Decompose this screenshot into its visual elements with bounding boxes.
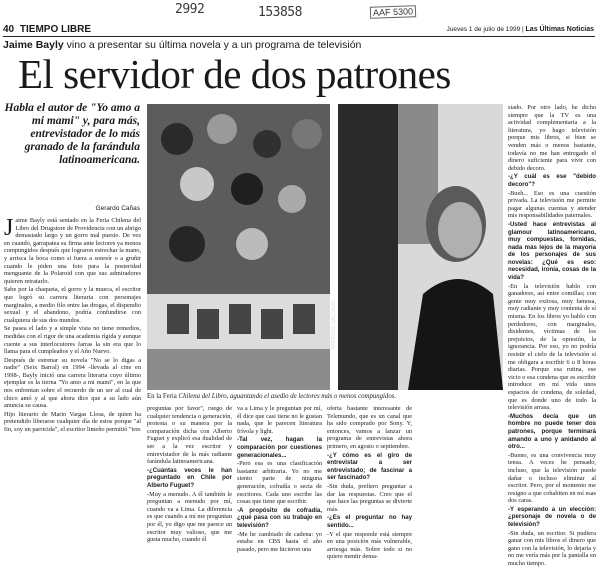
interview-question: -Tal vez, hagan la comparación por cuestiones generacionales...	[237, 436, 322, 459]
interview-question: -A propósito de cofradía, ¿qué pasa con su trabajo en televisión?	[237, 506, 322, 529]
page-header-right: Jueves 1 de julio de 1999 | Las Últimas Noticias	[446, 26, 594, 33]
paragraph: Sabe por la chaqueta, el gorro y la mueca, el escritor que logró su carrera literaria con personajes marginales, a medio filo entre las drogas, el dispendio sexual y el abandono, podría confundirse con cualquiera de sus dos mundos.	[4, 286, 141, 324]
article-kicker	[3, 39, 361, 51]
interview-question: -Muchos decía que un hombre no puede tener dos patrones, porque terminará amando a uno y anidando al otro...	[508, 412, 596, 451]
article-column-3	[237, 405, 322, 553]
paragraph: oferta bastante interesante de Telemundo, que es un canal que ha sido comprado por Sony. Y, entonces, vamos a lanzar un programa de entrevistas ahora primero, en agosto o septiembre.	[327, 405, 412, 450]
photo-author-signing-scene	[147, 104, 330, 390]
article-byline: Gerardo Cañas	[95, 205, 140, 212]
article-deck: Habla el autor de "Yo amo a mi mami" y, para más, entrevistador de lo más granado de la farándula latinoamericana.	[4, 102, 140, 166]
article-column-4	[327, 405, 412, 561]
paragraph: -Bueno, es una convivencia muy tensa. A veces he pensado, incluso, que la televisión puede dañar o incluso eliminar al escritor. Pero, por el momento me resigno a que cohabiten en mí esas dos caras.	[508, 451, 596, 505]
handwritten-note-2: 153858	[258, 5, 302, 20]
kicker-name: Jaime Bayly	[3, 39, 64, 51]
article-column-5	[508, 104, 596, 568]
article-column-1	[4, 217, 141, 553]
interview-question: -¿Y cómo es el giro de entrevistar a ser entrevistado; de fascinar a ser fascinado?	[327, 451, 412, 482]
paragraph: Después de estrenar su novela "No se lo digas a nadie" (Seix Barral) en 1994 -llevada al cine en 1998-, Bayly inició una carrera literaria cuyo último ejemplar es la tierna "Yo amo a mi mami", en la que nos enfrentan sobre el recuerdo de un ser al cual de chico amó y al que ahora dice que a su lado aún anuncia su causa.	[4, 356, 141, 410]
article-column-2	[147, 405, 232, 553]
paragraph: aime Bayly está sentado en la Feria Chilena del Libro del Drugstore de Providencia con un abrigo demasiado largo y un gorro mal puesto. De vez en cuando, garrapatea su firma ante lectores ya menos compungidos después que lograron estrechar la mano, y arrisca la boca como si fuera a sonreír o a gruñir cuando le piden una foto para la posteridad menguante de la Polaroid con que sus admiradores quieren retratarlo.	[4, 217, 141, 285]
paragraph: Hijo literario de Mario Vargas Llosa, de quien ha pretendido liberarse cualquier día de estos porque "al fin, soy un parricida", el escritor limeño permitió "tres	[4, 410, 141, 434]
section-name: TIEMPO LIBRE	[19, 24, 92, 35]
interview-question: -¿Cuántas veces le han preguntado en Chile por Alberto Fuguet?	[147, 466, 232, 489]
interview-question: -Y esperando a un elección: ¿personaje de novela o de televisión?	[508, 505, 596, 529]
paragraph: -Sin duda, un escritor. Si pudiera ganar con mis libros el dinero que gano con la televisión, lo dejaría y no me vería más por la pantalla en mucho tiempo.	[508, 529, 596, 568]
paragraph: -Pero esa es una clasificación bastante arbitraria. Yo no me siento parte de ninguna generación, cofradía o secta de escritores. Cada uno escribe las cosas que tiene que escribir.	[237, 460, 322, 506]
paragraph: preguntas por favor", ruego de cualquier tendencia o generación, protesta o su manera por la comparación dicha con Alberto Fuguet y explicó esa dualidad de ser a la vez escritor y entrevistador de la más radiante farándula latinoamericana.	[147, 405, 232, 466]
article-headline: El servidor de dos patrones	[18, 51, 451, 97]
publication-name: Las Últimas Noticias	[525, 26, 594, 33]
paragraph: -Sin duda, prefiero preguntar a dar las respuestas. Creo que el que hace las preguntas se divierte más.	[327, 482, 412, 513]
interview-question: -¿Es el preguntar no hay sentido...	[327, 514, 412, 529]
paragraph: -Muy a menudo. A él también le preguntan a menudo por mí, cuando va a Lima. La diferencia es que cuando a mí me preguntan por él, yo digo que me parece un escritor muy valioso, que me gusta mucho, cuando él	[147, 490, 232, 544]
handwritten-note-1: 2992	[175, 2, 205, 17]
paragraph: -Bueh... Eso es una cuestión privada. La televisión me permite pagar algunas cuentas y atender mis responsabilidades paternales.	[508, 189, 596, 220]
issue-date: Jueves 1 de julio de 1999	[446, 26, 521, 33]
caption-lead: En la Feria	[147, 393, 177, 400]
kicker-text: vino a presentar su última novela y a un programa de televisión	[66, 39, 362, 51]
caption-text: Chilena del Libro, aguantando el asedio de lectores más o menos compungidos.	[178, 393, 397, 400]
paragraph: -Me he cambiado de cadena: yo estaba en CBS hasta el año pasado, pero me hicieron una	[237, 530, 322, 553]
drop-cap: J	[4, 215, 14, 241]
photo-credit: RODRIGO SALGADO	[331, 300, 337, 350]
interview-question: -¿Y cuál es ese "debido decoro"?	[508, 173, 596, 188]
paragraph: va a Lima y le preguntan por mí, él dice que casi tiene no le gustan nada, que le parecen literatura frívola y light.	[237, 405, 322, 435]
header-rule	[3, 36, 595, 37]
photo-caption	[147, 393, 503, 400]
paragraph: Se pasea el lado y a simple vista no tiene remedios, medidas con el rigor de una academia rígida y aunque cuente a sus interlocutores farras la sin era que lo llama para el cumpleaños y el Año Nuevo.	[4, 325, 141, 356]
paragraph: siado. Por otro lado, he dicho siempre que la TV es una actividad complementaria a la literatura, yo hago televisión porque mis libros, si bien se venden más o menos bastante, todavía no me han entregado el dinero suficiente para vivir con debido decoro.	[508, 104, 596, 172]
photo-author-signing	[147, 104, 330, 390]
paragraph: -Y el que responde está siempre en una posición más vulnerable, arriesga más. Sobre todo si no quiere mentir dema-	[327, 530, 412, 561]
archive-stamp: AAF 5300	[370, 5, 416, 19]
paragraph: -En la televisión hablo con ganadores, así entre comillas; con gente muy exitosa, muy famosa, muy radiante y muy contenta de sí misma. En los libros yo hablo con perdedores, con marginales, disidentes, víctimas de los prejuicios, de la opresión, la ignorancia. Por eso, yo no podría resistir el cielo de la televisión si me obligara a escribir 6 u 8 horas diarias. Porque esa rutina, ese vicio o esa condena que es escribir introduce en mí vida unos espacios de condena, de soledad, que es donde uno de todo la televisión arrasa.	[508, 282, 596, 412]
page-number: 40	[3, 24, 15, 35]
photo-author-portrait-scene	[338, 104, 503, 390]
interview-question: -Usted hace entrevistas al glamour latinoamericano, muy compuestas, fornidas, nada más lejos de la mayoría de los personajes de sus novelas: ¿Qué es eso: necesidad, ironía, cosas de la vida?	[508, 220, 596, 282]
page-header-left	[3, 24, 91, 35]
photo-author-portrait	[338, 104, 503, 390]
